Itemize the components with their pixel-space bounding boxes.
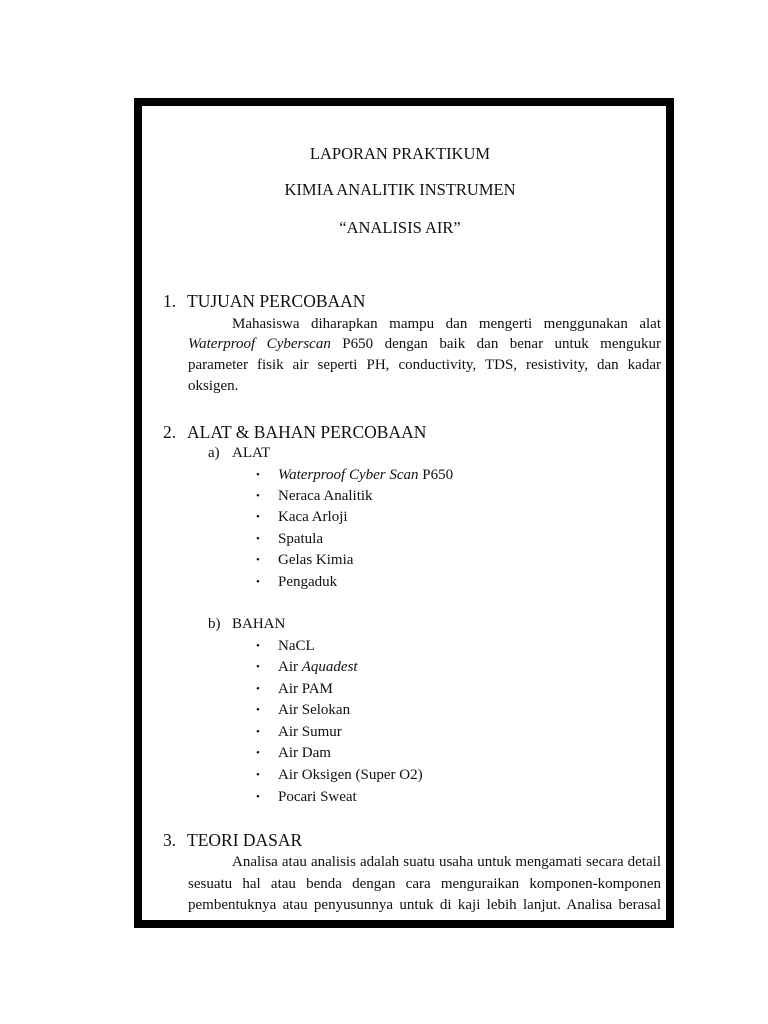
item-text: Kaca Arloji bbox=[278, 509, 348, 525]
list-item bbox=[256, 765, 423, 785]
item-text: P650 bbox=[418, 467, 454, 483]
bullet-icon: • bbox=[256, 576, 260, 588]
bullet-icon: • bbox=[256, 683, 260, 695]
subsection-alat bbox=[208, 443, 270, 463]
list-item bbox=[256, 465, 453, 485]
list-item bbox=[256, 507, 348, 527]
item-text: Gelas Kimia bbox=[278, 552, 354, 568]
paragraph-line: oksigen. bbox=[188, 378, 239, 394]
subsection-bahan bbox=[208, 614, 285, 634]
section-heading-alat-bahan bbox=[163, 421, 426, 443]
list-item bbox=[256, 550, 353, 570]
paragraph-line: Analisa atau analisis adalah suatu usaha untuk mengamati secara detail bbox=[232, 854, 661, 870]
paragraph-line: parameter fisik air seperti PH, conductivity, TDS, resistivity, dan kadar bbox=[188, 357, 661, 373]
item-italic: Aquadest bbox=[301, 659, 358, 675]
section-number: 2. bbox=[163, 422, 177, 442]
course-title: KIMIA ANALITIK INSTRUMEN bbox=[284, 180, 516, 199]
bullet-icon: • bbox=[256, 704, 260, 716]
list-item bbox=[256, 529, 323, 549]
item-text: Pengaduk bbox=[278, 574, 338, 590]
report-subject: “ANALISIS AIR” bbox=[339, 218, 461, 237]
subsection-label: ALAT bbox=[232, 445, 271, 461]
list-item bbox=[256, 679, 333, 699]
instrument-name: Waterproof Cyberscan bbox=[188, 336, 331, 352]
list-item bbox=[256, 787, 357, 807]
item-text: NaCL bbox=[278, 638, 315, 654]
section-title: TEORI DASAR bbox=[187, 830, 303, 850]
section-number: 1. bbox=[163, 291, 177, 311]
subsection-letter: a) bbox=[208, 445, 220, 461]
bullet-icon: • bbox=[256, 726, 260, 738]
bullet-icon: • bbox=[256, 533, 260, 545]
paragraph-line: pembentuknya atau penyusunnya untuk di kaji lebih lanjut. Analisa berasal bbox=[188, 897, 661, 913]
item-text: Air Oksigen (Super O2) bbox=[278, 767, 423, 783]
section-heading-tujuan bbox=[163, 290, 365, 312]
paragraph-line: Mahasiswa diharapkan mampu dan mengerti menggunakan alat bbox=[232, 316, 661, 332]
item-text: Spatula bbox=[278, 531, 323, 547]
list-item bbox=[256, 636, 315, 656]
bullet-icon: • bbox=[256, 769, 260, 781]
item-text: Air Dam bbox=[278, 745, 331, 761]
bullet-icon: • bbox=[256, 791, 260, 803]
item-text: Neraca Analitik bbox=[278, 488, 373, 504]
list-item bbox=[256, 743, 331, 763]
list-item bbox=[256, 486, 373, 506]
section-title: TUJUAN PERCOBAAN bbox=[187, 291, 366, 311]
bullet-icon: • bbox=[256, 554, 260, 566]
list-item bbox=[256, 700, 350, 720]
item-text: Pocari Sweat bbox=[278, 789, 357, 805]
section-number: 3. bbox=[163, 830, 177, 850]
item-text: Air Selokan bbox=[278, 702, 351, 718]
item-italic: Waterproof Cyber Scan bbox=[278, 467, 419, 483]
bullet-icon: • bbox=[256, 747, 260, 759]
section-heading-teori bbox=[163, 829, 302, 851]
item-text: Air PAM bbox=[278, 681, 333, 697]
list-item bbox=[256, 722, 342, 742]
list-item bbox=[256, 572, 337, 592]
list-item bbox=[256, 657, 358, 677]
report-title: LAPORAN PRAKTIKUM bbox=[309, 144, 491, 163]
bullet-icon: • bbox=[256, 469, 260, 481]
subsection-letter: b) bbox=[208, 616, 221, 632]
subsection-label: BAHAN bbox=[232, 616, 286, 632]
item-text: Air bbox=[278, 659, 302, 675]
paragraph-text: P650 dengan baik dan benar untuk mengukur bbox=[330, 336, 661, 352]
bullet-icon: • bbox=[256, 490, 260, 502]
bullet-icon: • bbox=[256, 640, 260, 652]
bullet-icon: • bbox=[256, 661, 260, 673]
paragraph-line: sesuatu hal atau benda dengan cara menguraikan komponen-komponen bbox=[188, 876, 661, 892]
paragraph-line bbox=[188, 334, 661, 354]
bullet-icon: • bbox=[256, 511, 260, 523]
section-title: ALAT & BAHAN PERCOBAAN bbox=[187, 422, 427, 442]
item-text: Air Sumur bbox=[278, 724, 342, 740]
